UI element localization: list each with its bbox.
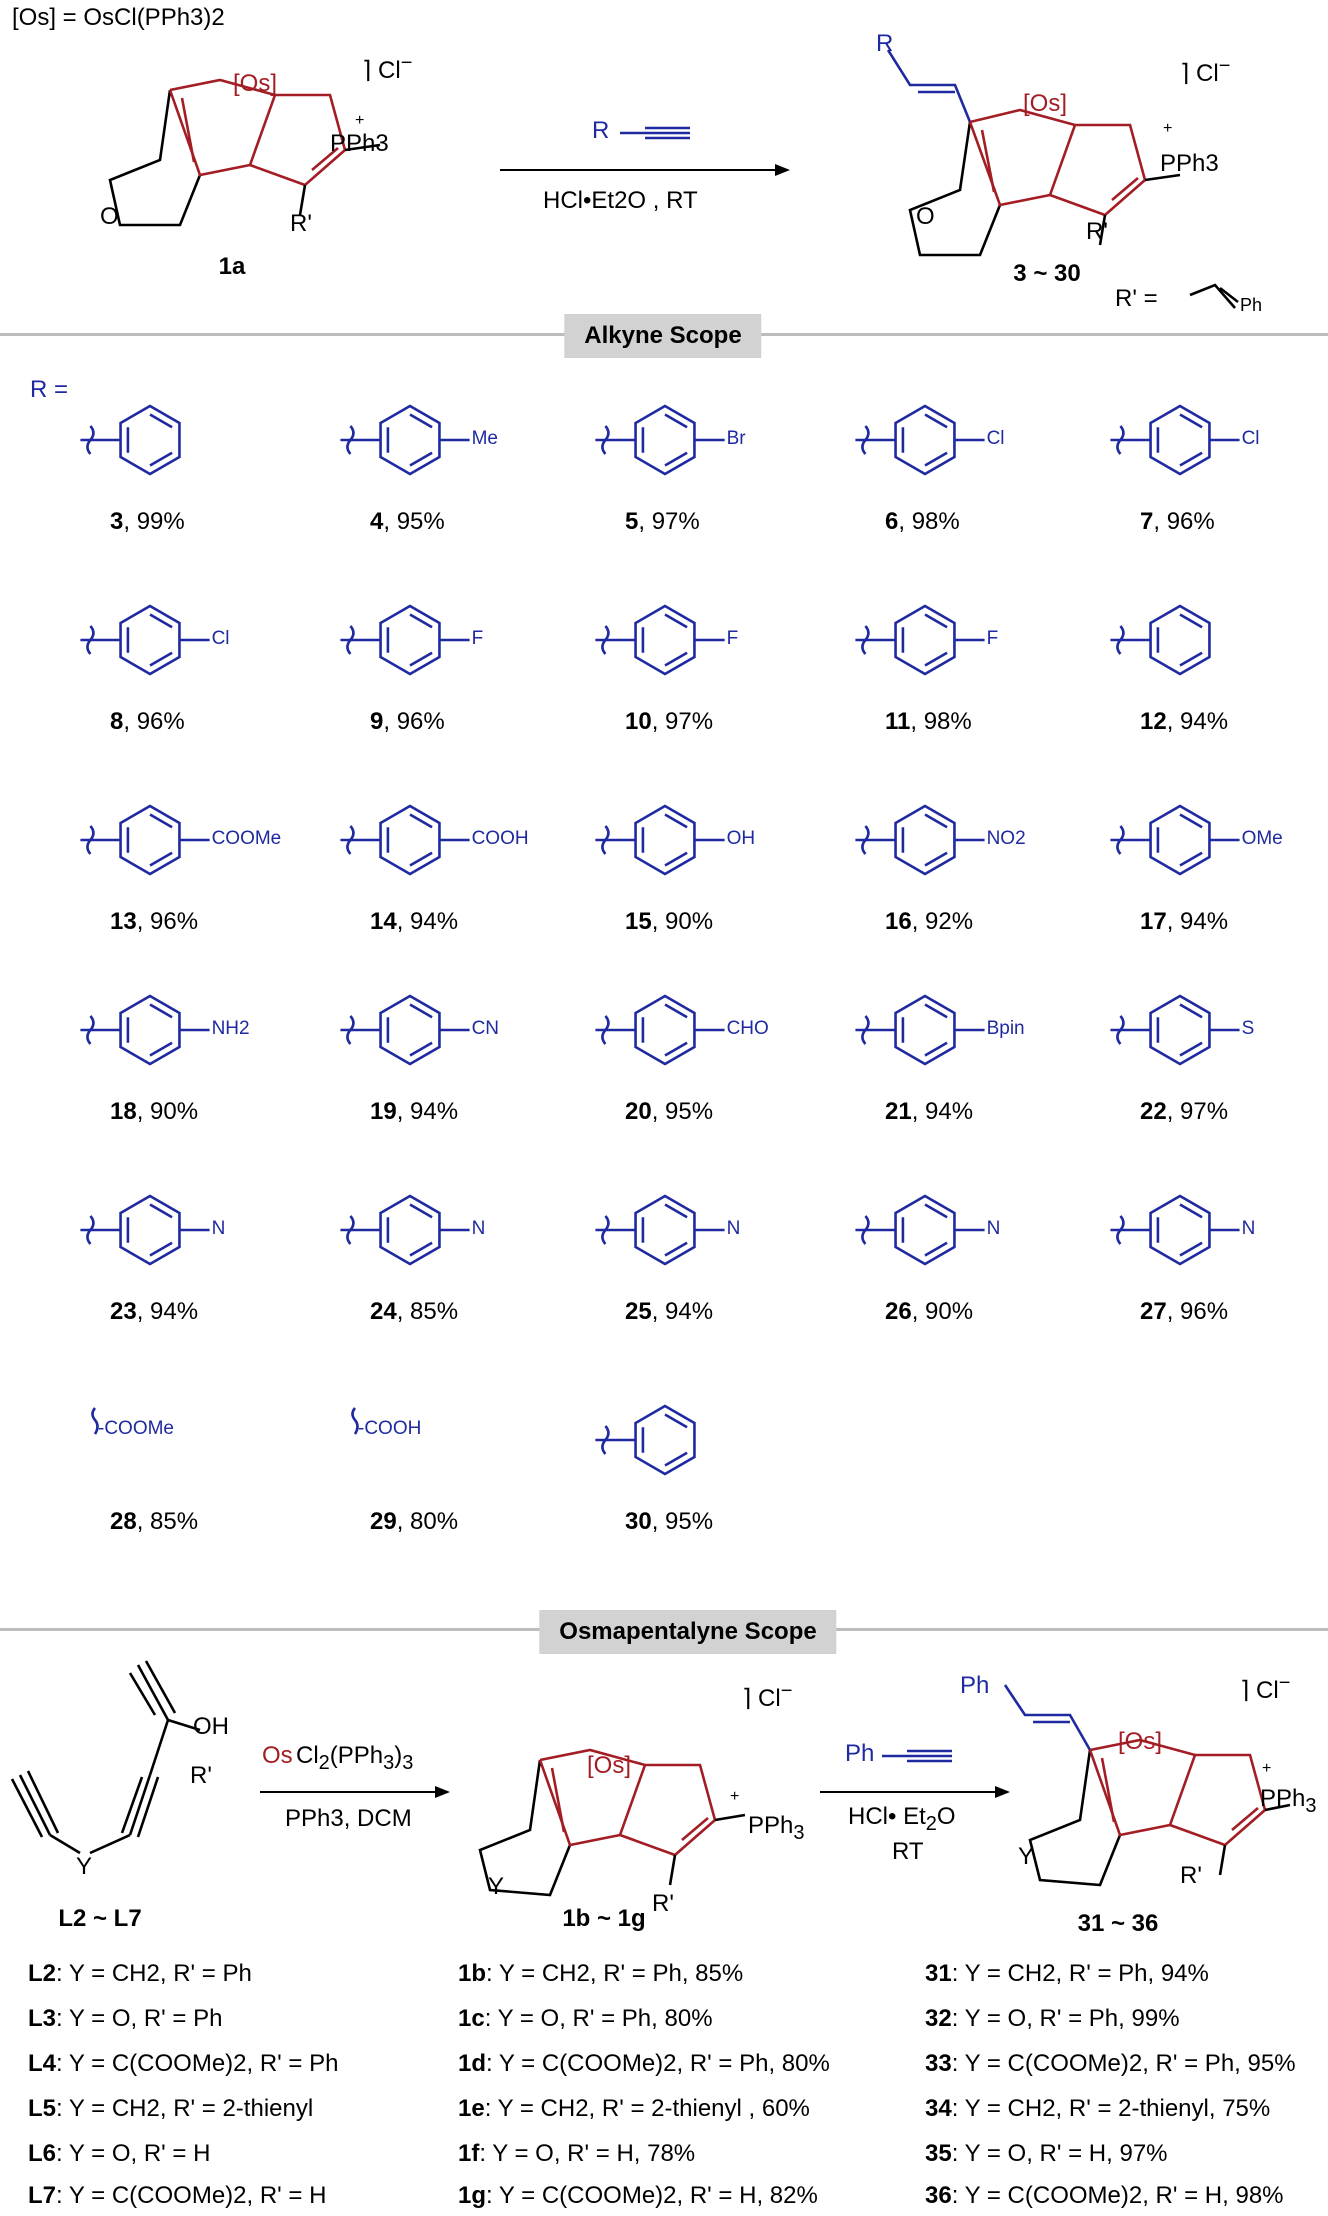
structure-21 [896, 996, 955, 1064]
entry-id: 1b [458, 1960, 487, 1987]
compound-id: 6 [885, 508, 899, 535]
compound-yield: , 95% [651, 1098, 714, 1125]
compound-label-14 [370, 908, 458, 936]
plus-charge-final: + [1262, 1760, 1272, 1777]
entry-text: : Y = C(COOMe)2, R' = H, 82% [486, 2182, 818, 2209]
compound-id: 3 [110, 508, 124, 535]
counterion-product: ⌉ Cl− [1180, 55, 1231, 87]
compound-yield: , 90% [136, 1098, 199, 1125]
entry-id: 34 [925, 2095, 952, 2122]
entry-id: 1c [458, 2005, 485, 2032]
structure-16 [896, 806, 955, 874]
entry-id: 1e [458, 2095, 485, 2122]
pph3-label-final: PPh$_3$ [1260, 1785, 1317, 1817]
compound-yield: , 94% [911, 1098, 974, 1125]
compound-label-28 [110, 1508, 198, 1536]
r-equals-label: R = [30, 376, 69, 403]
entry-text: : Y = O, R' = H, 97% [951, 2140, 1168, 2167]
final-ph-label: Ph [960, 1672, 990, 1699]
osma-scope-banner: Osmapentalyne Scope [539, 1610, 836, 1654]
compound-yield: , 96% [1166, 1298, 1229, 1325]
condition-row [925, 2140, 1168, 2168]
condition-row [925, 2182, 1284, 2210]
y-label-mid: Y [488, 1873, 505, 1900]
compound-yield: , 94% [396, 908, 459, 935]
compound-id: 7 [1140, 508, 1154, 535]
condition-row [458, 1960, 743, 1988]
substituent-13: COOMe [211, 828, 282, 849]
compound-yield: , 94% [136, 1298, 199, 1325]
substituent-11: F [986, 628, 999, 649]
compound-label-16 [885, 908, 973, 936]
entry-text: : Y = O, R' = Ph, 80% [484, 2005, 713, 2032]
substituent-29: -COOH [358, 1418, 422, 1439]
compound-label-23 [110, 1298, 198, 1326]
compound-label-25 [625, 1298, 713, 1326]
structure-15 [636, 806, 695, 874]
structure-14 [381, 806, 440, 874]
compound-label-7 [1140, 508, 1215, 536]
product-label-final: 31 ~ 36 [1077, 1910, 1159, 1937]
pph3-label-1a: PPh3 [330, 130, 389, 157]
structure-27 [1151, 1196, 1210, 1264]
substituent-28: -COOMe [98, 1418, 174, 1439]
mid-label: 1b ~ 1g [562, 1905, 646, 1932]
substituent-20: CHO [726, 1018, 769, 1039]
counterion-1a: ⌉ Cl− [362, 52, 413, 84]
substituent-14: COOH [471, 828, 529, 849]
entry-text: : Y = CH2, R' = 2-thienyl , 60% [484, 2095, 810, 2122]
compound-id: 28 [110, 1508, 137, 1535]
compound-label-5 [625, 508, 700, 536]
pph3-label-mid: PPh$_3$ [748, 1812, 805, 1844]
compound-label-26 [885, 1298, 973, 1326]
compound-id: 4 [370, 508, 384, 535]
os-label-1a: [Os] [233, 70, 278, 97]
structure-4 [381, 406, 440, 474]
structure-11 [896, 606, 955, 674]
compound-id: 12 [1140, 708, 1167, 735]
entry-id: 31 [925, 1960, 952, 1987]
phenylacetylene-structure [882, 1748, 962, 1768]
entry-text: : Y = CH2, R' = 2-thienyl [56, 2095, 314, 2122]
entry-id: 33 [925, 2050, 952, 2077]
compound-label-13 [110, 908, 198, 936]
y-label-L: Y [76, 1853, 93, 1880]
structure-6 [896, 406, 955, 474]
structure-20 [636, 996, 695, 1064]
reaction-arrow-2 [260, 1785, 450, 1799]
entry-id: L7 [28, 2182, 57, 2209]
reagent2-cond2: RT [892, 1838, 924, 1865]
compound-yield: , 85% [396, 1298, 459, 1325]
compound-label-24 [370, 1298, 458, 1326]
substituent-9: F [471, 628, 484, 649]
compound-yield: , 96% [383, 708, 445, 735]
entry-id: 32 [925, 2005, 952, 2032]
compound-id: 30 [625, 1508, 652, 1535]
condition-row [458, 2182, 818, 2210]
compound-id: 29 [370, 1508, 397, 1535]
compound-id: 11 [885, 708, 911, 735]
wavy-bond-28 [93, 1408, 98, 1434]
compound-id: 8 [110, 708, 124, 735]
compound-id: 16 [885, 908, 912, 935]
compound-label-9 [370, 708, 445, 736]
compound-label-29 [370, 1508, 458, 1536]
compound-yield: , 94% [1166, 908, 1229, 935]
phenyl-label: Ph [1240, 295, 1263, 315]
reagent1: $Cl_2(PPh_3)_3$ [296, 1742, 414, 1774]
substituent-17: OMe [1241, 828, 1283, 849]
condition-row [925, 2050, 1296, 2078]
oh-label: OH [193, 1713, 229, 1740]
start-label: L2 ~ L7 [58, 1905, 142, 1932]
compound-yield: , 94% [396, 1098, 459, 1125]
condition-row [28, 2005, 222, 2033]
compound-id: 25 [625, 1298, 652, 1325]
compound-yield: , 95% [383, 508, 445, 535]
reagent2-ph: Ph [845, 1740, 875, 1767]
entry-id: 1f [458, 2140, 480, 2167]
condition-row [458, 2005, 713, 2033]
entry-text: : Y = C(COOMe)2, R' = Ph [56, 2050, 339, 2077]
compound-yield: , 97% [638, 508, 700, 535]
condition-row [28, 2050, 338, 2078]
substituent-21: Bpin [986, 1018, 1025, 1039]
structure-26 [896, 1196, 955, 1264]
reaction-arrow-3 [820, 1785, 1010, 1799]
entry-text: : Y = C(COOMe)2, R' = Ph, 95% [951, 2050, 1296, 2077]
entry-text: : Y = CH2, R' = Ph, 94% [951, 1960, 1209, 1987]
structure-17 [1151, 806, 1210, 874]
compound-yield: , 96% [123, 708, 185, 735]
compound-label-4 [370, 508, 445, 536]
compound-label-21 [885, 1098, 973, 1126]
substituent-4: Me [471, 428, 498, 449]
structure-25 [636, 1196, 695, 1264]
structure-12 [1151, 606, 1210, 674]
structure-8 [121, 606, 180, 674]
entry-text: : Y = O, R' = H, 78% [479, 2140, 696, 2167]
entry-text: : Y = O, R' = Ph [56, 2005, 223, 2032]
substituent-16: NO2 [986, 828, 1026, 849]
compound-id: 5 [625, 508, 639, 535]
compound-label-11 [885, 708, 972, 736]
compound-yield: , 90% [911, 1298, 974, 1325]
compound-id: 17 [1140, 908, 1167, 935]
intermediate-structure [470, 1710, 790, 1910]
substituent-25: N [726, 1218, 741, 1239]
entry-id: 35 [925, 2140, 952, 2167]
compound-yield: , 97% [651, 708, 714, 735]
product-label: 3 ~ 30 [1013, 260, 1081, 287]
compound-yield: , 95% [651, 1508, 714, 1535]
wavy-bond-29 [353, 1408, 358, 1434]
substituent-7: Cl [1241, 428, 1260, 449]
structure-22 [1151, 996, 1210, 1064]
reagent1-os: Os [262, 1742, 293, 1769]
compound-id: 20 [625, 1098, 652, 1125]
counterion-final: ⌉ Cl− [1240, 1672, 1291, 1704]
structure-7 [1151, 406, 1210, 474]
substituent-26: N [986, 1218, 1001, 1239]
substituent-22: S [1241, 1018, 1255, 1039]
os-definition: [Os] = OsCl(PPh3)2 [12, 4, 225, 31]
compound-yield: , 98% [910, 708, 972, 735]
condition-row [925, 2005, 1180, 2033]
plus-charge-product: + [1163, 120, 1173, 137]
compound-label-30 [625, 1508, 713, 1536]
alkyne-r-label: R [592, 117, 610, 144]
structure-24 [381, 1196, 440, 1264]
substituent-27: N [1241, 1218, 1256, 1239]
compound-label-22 [1140, 1098, 1228, 1126]
compound-id: 23 [110, 1298, 137, 1325]
condition-row [458, 2140, 695, 2168]
entry-id: 36 [925, 2182, 952, 2209]
entry-text: : Y = CH2, R' = Ph [56, 1960, 252, 1987]
pph3-label-product: PPh3 [1160, 150, 1219, 177]
structure-23 [121, 1196, 180, 1264]
structure-30 [636, 1406, 695, 1474]
entry-id: L6 [28, 2140, 57, 2167]
compound-label-8 [110, 708, 185, 736]
compound-yield: , 96% [136, 908, 199, 935]
r-prime-label-final: R' [1180, 1862, 1202, 1889]
compound-id: 14 [370, 908, 397, 935]
oxygen-label-product: O [916, 203, 935, 230]
entry-id: L2 [28, 1960, 57, 1987]
compound-yield: , 97% [1166, 1098, 1229, 1125]
compound-yield: , 99% [123, 508, 185, 535]
substituent-5: Br [726, 428, 746, 449]
compound-id: 9 [370, 708, 384, 735]
entry-text: : Y = C(COOMe)2, R' = H, 98% [951, 2182, 1284, 2209]
compound-id: 10 [625, 708, 652, 735]
structure-3 [121, 406, 180, 474]
y-label-final: Y [1018, 1843, 1035, 1870]
reagent1-conditions: PPh3, DCM [285, 1805, 412, 1832]
compound-label-20 [625, 1098, 713, 1126]
substituent-23: N [211, 1218, 226, 1239]
structure-5 [636, 406, 695, 474]
compound-yield: , 90% [651, 908, 714, 935]
reaction-conditions: HCl•Et2O , RT [543, 187, 698, 214]
compound-label-3 [110, 508, 185, 536]
compound-label-15 [625, 908, 713, 936]
entry-text: : Y = O, R' = H [56, 2140, 211, 2167]
os-label-product: [Os] [1023, 90, 1068, 117]
condition-row [28, 2182, 326, 2210]
compound-yield: , 85% [136, 1508, 199, 1535]
substituent-6: Cl [986, 428, 1005, 449]
substituent-10: F [726, 628, 739, 649]
compound-id: 18 [110, 1098, 137, 1125]
structure-18 [121, 996, 180, 1064]
reagent2-cond1: HCl• $Et_2O$ [848, 1803, 956, 1835]
compound-id: 21 [885, 1098, 912, 1125]
compound-yield: , 96% [1153, 508, 1215, 535]
condition-row [458, 2095, 810, 2123]
condition-row [28, 1960, 252, 1988]
substituent-18: NH2 [211, 1018, 250, 1039]
compound-label-18 [110, 1098, 198, 1126]
reactant-label: 1a [218, 253, 246, 280]
entry-text: : Y = CH2, R' = 2-thienyl, 75% [951, 2095, 1271, 2122]
os-label-mid: [Os] [587, 1752, 632, 1779]
diyne-alcohol-structure [0, 1665, 260, 1905]
structure-19 [381, 996, 440, 1064]
compound-id: 26 [885, 1298, 912, 1325]
entry-id: 1d [458, 2050, 487, 2077]
condition-row [458, 2050, 830, 2078]
r-prime-label-mid: R' [652, 1890, 674, 1917]
product-r-label: R [876, 30, 894, 57]
condition-row [28, 2140, 210, 2168]
compound-id: 19 [370, 1098, 397, 1125]
os-label-final: [Os] [1118, 1728, 1163, 1755]
entry-text: : Y = C(COOMe)2, R' = Ph, 80% [486, 2050, 830, 2077]
condition-row [925, 1960, 1209, 1988]
structure-10 [636, 606, 695, 674]
structure-13 [121, 806, 180, 874]
counterion-mid: ⌉ Cl− [742, 1680, 793, 1712]
compound-yield: , 94% [651, 1298, 714, 1325]
condition-row [925, 2095, 1270, 2123]
compound-label-12 [1140, 708, 1228, 736]
compound-yield: , 94% [1166, 708, 1229, 735]
entry-id: L3 [28, 2005, 57, 2032]
entry-text: : Y = O, R' = Ph, 99% [951, 2005, 1180, 2032]
compound-id: 24 [370, 1298, 397, 1325]
compound-label-17 [1140, 908, 1228, 936]
entry-id: L5 [28, 2095, 57, 2122]
compound-yield: , 92% [911, 908, 974, 935]
compound-yield: , 80% [396, 1508, 459, 1535]
r-prime-label-product: R' [1086, 218, 1108, 245]
compound-label-10 [625, 708, 713, 736]
compound-label-27 [1140, 1298, 1228, 1326]
compound-label-19 [370, 1098, 458, 1126]
substituent-24: N [471, 1218, 486, 1239]
compound-id: 22 [1140, 1098, 1167, 1125]
entry-text: : Y = C(COOMe)2, R' = H [56, 2182, 327, 2209]
r-prime-label-1a: R' [290, 210, 312, 237]
compound-id: 13 [110, 908, 137, 935]
entry-text: : Y = CH2, R' = Ph, 85% [486, 1960, 744, 1987]
compound-label-6 [885, 508, 960, 536]
structure-9 [381, 606, 440, 674]
condition-row [28, 2095, 313, 2123]
substituent-15: OH [726, 828, 756, 849]
plus-charge: + [355, 112, 365, 129]
compound-id: 15 [625, 908, 652, 935]
substituent-19: CN [471, 1018, 500, 1039]
compound-yield: , 98% [898, 508, 960, 535]
compound-id: 27 [1140, 1298, 1167, 1325]
plus-charge-mid: + [730, 1788, 740, 1805]
substituent-8: Cl [211, 628, 230, 649]
entry-id: 1g [458, 2182, 487, 2209]
entry-id: L4 [28, 2050, 57, 2077]
oxygen-label: O [100, 203, 119, 230]
alkyne-scope-banner: Alkyne Scope [564, 314, 761, 358]
r-prime-label-L: R' [190, 1762, 212, 1789]
r-prime-definition: R' = [1115, 285, 1158, 312]
